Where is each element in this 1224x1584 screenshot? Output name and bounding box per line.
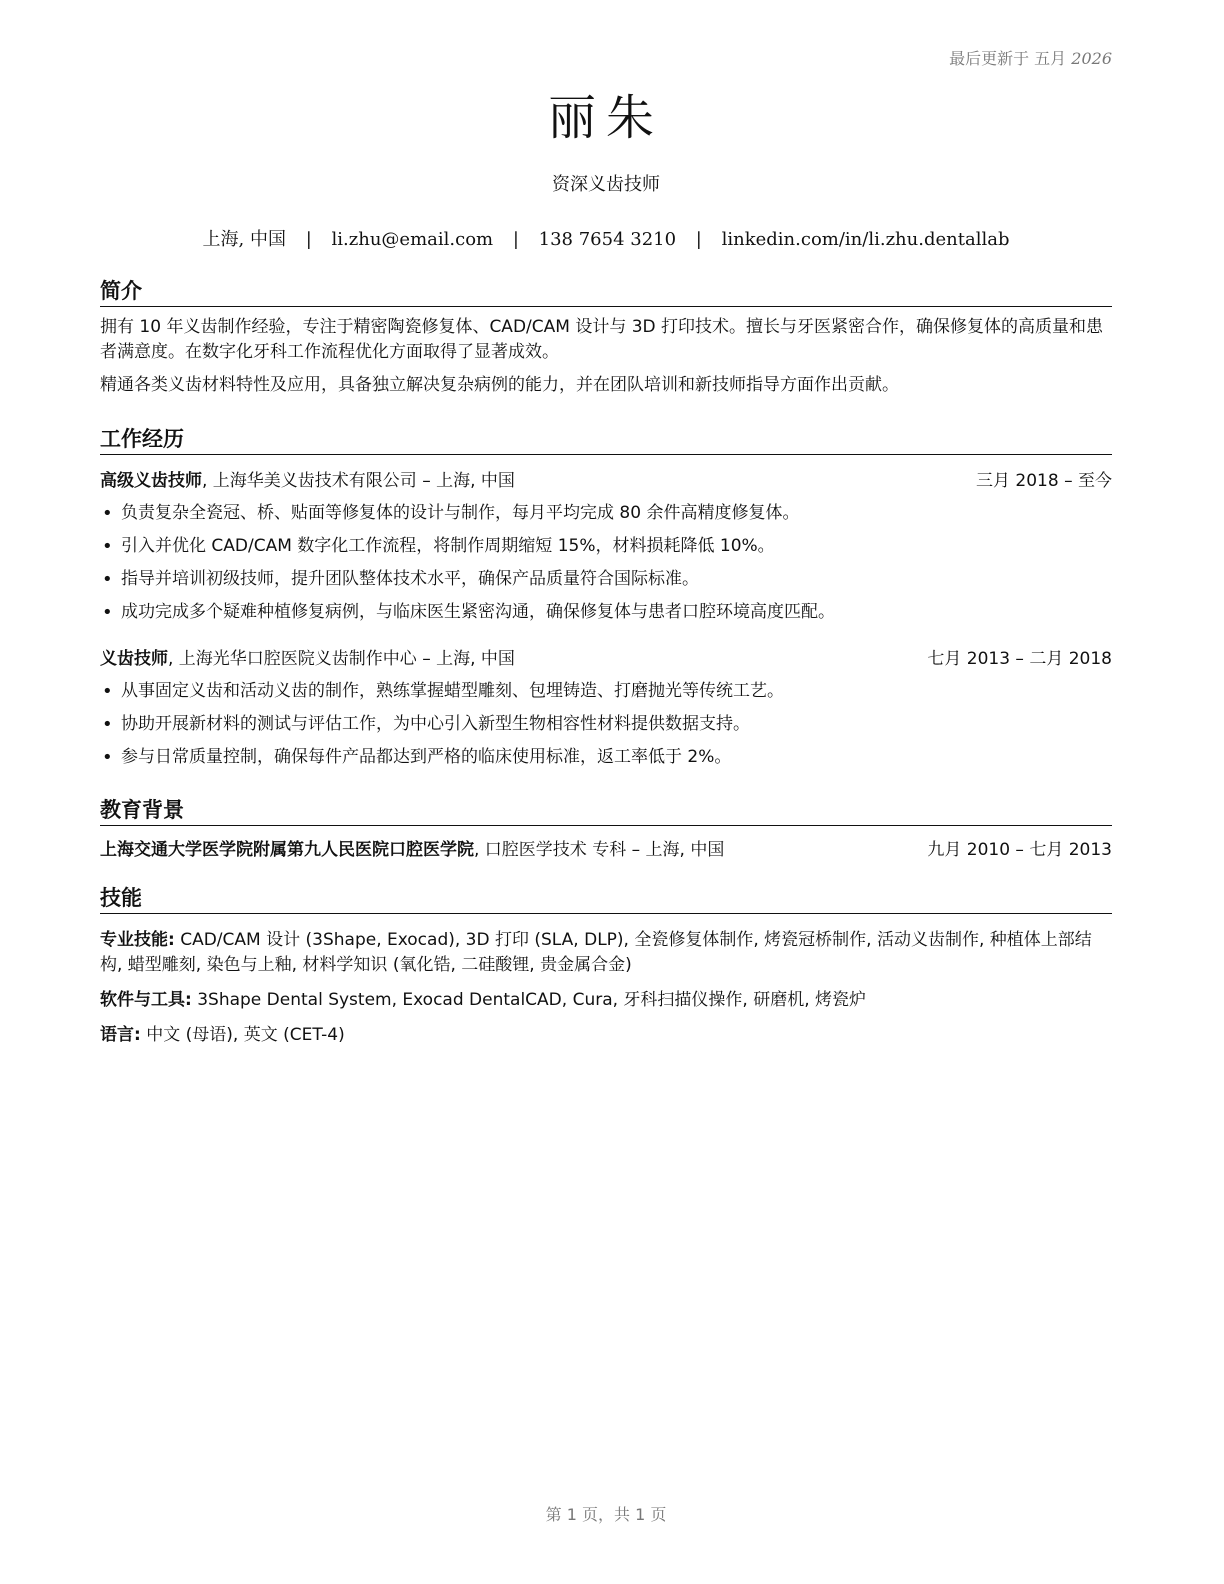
education-section	[100, 797, 1112, 862]
job-bullets	[100, 497, 1112, 629]
section-title-education: 教育背景	[100, 797, 1112, 826]
contact-email-link[interactable]: li.zhu@email.com	[331, 229, 494, 250]
experience-section	[100, 426, 1112, 774]
contact-separator: |	[512, 229, 519, 250]
contact-separator: |	[305, 229, 312, 250]
skill-label: 软件与工具:	[100, 990, 192, 1010]
skill-line	[100, 988, 1112, 1013]
summary-paragraph: 拥有 10 年义齿制作经验，专注于精密陶瓷修复体、CAD/CAM 设计与 3D 打印技术。擅长与牙医紧密合作，确保修复体的高质量和患者满意度。在数字化牙科工作流程优化方面取得了显著成效。	[100, 317, 1104, 362]
job-header	[100, 647, 1112, 671]
education-detail: , 口腔医学技术 专科 – 上海, 中国	[474, 840, 725, 860]
section-title-skills: 技能	[100, 885, 1112, 914]
job-org: , 上海光华口腔医院义齿制作中心 – 上海, 中国	[168, 649, 515, 669]
contact-separator: |	[695, 229, 702, 250]
contact-location: 上海, 中国	[202, 229, 286, 250]
skill-value: 3Shape Dental System, Exocad DentalCAD, Cura, 牙科扫描仪操作, 研磨机, 烤瓷炉	[191, 990, 867, 1010]
skill-value: 中文 (母语), 英文 (CET-4)	[140, 1025, 345, 1045]
page-footer: 第 1 页，共 1 页	[545, 1505, 667, 1524]
job-dates: 三月 2018 – 至今	[976, 471, 1112, 491]
skills-section	[100, 885, 1112, 1048]
list-item: • 引入并优化 CAD/CAM 数字化工作流程，将制作周期缩短 15%，材料损耗降低 10%。	[100, 530, 1112, 563]
section-title-experience: 工作经历	[100, 426, 1112, 455]
education-school: 上海交通大学医学院附属第九人民医院口腔医学院	[100, 840, 474, 860]
resume-page	[100, 0, 1112, 1584]
skill-value: CAD/CAM 设计 (3Shape, Exocad), 3D 打印 (SLA, DLP), 全瓷修复体制作, 烤瓷冠桥制作, 活动义齿制作, 种植体上部结构, 蜡型雕刻, 染色与上釉, 材料学知识 (氧化锆, 二硅酸锂, 贵金属合金)	[100, 930, 1092, 975]
list-item: • 协助开展新材料的测试与评估工作，为中心引入新型生物相容性材料提供数据支持。	[100, 708, 1112, 741]
job-header	[100, 469, 1112, 493]
job-title-org	[100, 469, 515, 493]
skill-label: 专业技能:	[100, 930, 175, 950]
contact-phone: 138 7654 3210	[538, 229, 677, 250]
contact-line	[100, 225, 1112, 251]
summary-section	[100, 278, 1112, 398]
education-school-detail	[100, 838, 724, 862]
job-title-org	[100, 647, 515, 671]
last-updated-year: 2026	[1071, 49, 1112, 68]
skill-line	[100, 1023, 1112, 1048]
candidate-headline: 资深义齿技师	[552, 174, 660, 195]
contact-linkedin-link[interactable]: linkedin.com/in/li.zhu.dentallab	[721, 229, 1010, 250]
job-dates: 七月 2013 – 二月 2018	[927, 649, 1112, 669]
list-item: • 成功完成多个疑难种植修复病例，与临床医生紧密沟通，确保修复体与患者口腔环境高度匹配。	[100, 596, 1112, 629]
candidate-name: 丽朱	[547, 90, 664, 146]
list-item: • 指导并培训初级技师，提升团队整体技术水平，确保产品质量符合国际标准。	[100, 563, 1112, 596]
last-updated	[949, 46, 1112, 69]
list-item: • 参与日常质量控制，确保每件产品都达到严格的临床使用标准，返工率低于 2%。	[100, 741, 1112, 774]
summary-paragraph: 精通各类义齿材料特性及应用，具备独立解决复杂病例的能力，并在团队培训和新技师指导方面作出贡献。	[100, 375, 899, 395]
section-title-summary: 简介	[100, 278, 1112, 307]
job-org: , 上海华美义齿技术有限公司 – 上海, 中国	[202, 471, 515, 491]
education-entry	[100, 838, 1112, 862]
list-item: • 负责复杂全瓷冠、桥、贴面等修复体的设计与制作，每月平均完成 80 余件高精度修复体。	[100, 497, 1112, 530]
last-updated-label: 最后更新于 五月	[949, 49, 1067, 68]
job-role: 义齿技师	[100, 649, 168, 669]
skill-label: 语言:	[100, 1025, 141, 1045]
skill-line	[100, 928, 1112, 978]
job-role: 高级义齿技师	[100, 471, 202, 491]
job-bullets	[100, 675, 1112, 774]
education-dates: 九月 2010 – 七月 2013	[927, 840, 1112, 860]
list-item: • 从事固定义齿和活动义齿的制作，熟练掌握蜡型雕刻、包埋铸造、打磨抛光等传统工艺。	[100, 675, 1112, 708]
